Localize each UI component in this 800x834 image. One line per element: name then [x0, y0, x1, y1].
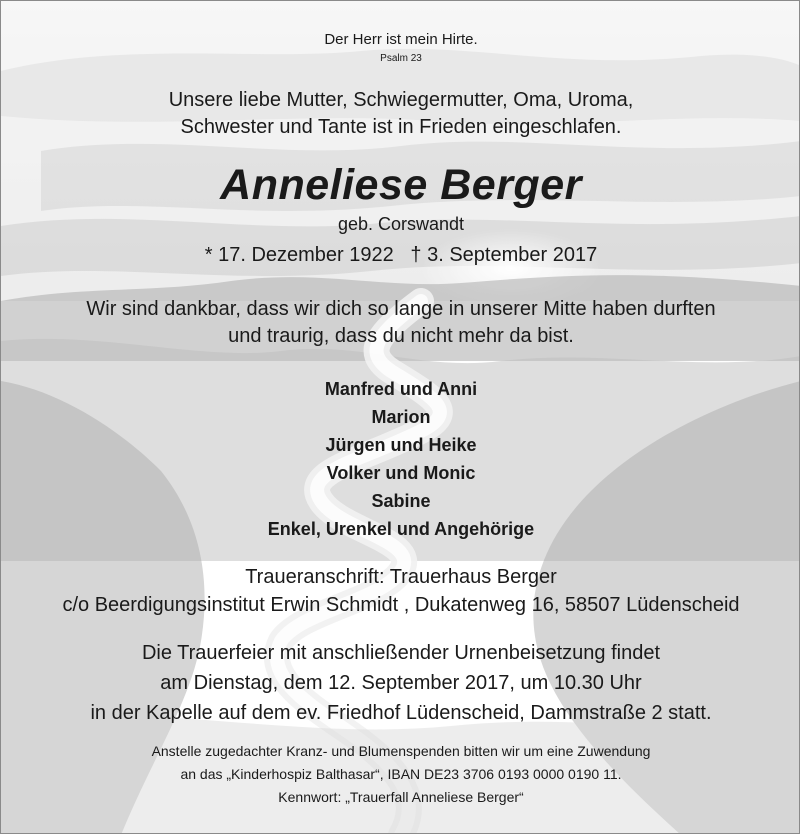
donation-note: Kennwort: „Trauerfall Anneliese Berger“: [278, 789, 524, 805]
thanks-line: Wir sind dankbar, dass wir dich so lange in unserer Mitte haben durften: [86, 298, 716, 320]
notice-text: [1, 1, 800, 834]
mourner-name: Manfred und Anni: [324, 379, 478, 399]
donation-note: Anstelle zugedachter Kranz- und Blumenspenden bitten wir um eine Zuwendung: [151, 743, 651, 759]
mourning-address: Traueranschrift: Trauerhaus Berger: [245, 566, 557, 588]
intro-line: Unsere liebe Mutter, Schwiegermutter, Oma, Uroma,: [168, 89, 634, 111]
life-dates: * 17. Dezember 1922 † 3. September 2017: [204, 244, 598, 266]
intro-line: Schwester und Tante ist in Frieden eingeschlafen.: [180, 116, 622, 138]
thanks-line: und traurig, dass du nicht mehr da bist.: [228, 325, 574, 347]
mourner-name: Marion: [371, 407, 431, 427]
mourner-name: Enkel, Urenkel und Angehörige: [267, 519, 535, 539]
ceremony-line: in der Kapelle auf dem ev. Friedhof Lüdenscheid, Dammstraße 2 statt.: [90, 702, 712, 724]
donation-note: an das „Kinderhospiz Balthasar“, IBAN DE23 3706 0193 0000 0190 11.: [180, 766, 622, 782]
mourner-name: Sabine: [371, 491, 431, 511]
birth-name: geb. Corswandt: [337, 214, 465, 234]
psalm-reference: Psalm 23: [380, 53, 422, 64]
deceased-name: Anneliese Berger: [220, 161, 582, 209]
bible-motto: Der Herr ist mein Hirte.: [324, 31, 478, 48]
ceremony-line: Die Trauerfeier mit anschließender Urnenbeisetzung findet: [141, 642, 661, 664]
mourner-name: Volker und Monic: [326, 463, 476, 483]
ceremony-line: am Dienstag, dem 12. September 2017, um 10.30 Uhr: [160, 672, 642, 694]
mourner-name: Jürgen und Heike: [325, 435, 477, 455]
mourning-address: c/o Beerdigungsinstitut Erwin Schmidt , Dukatenweg 16, 58507 Lüdenscheid: [62, 594, 740, 616]
